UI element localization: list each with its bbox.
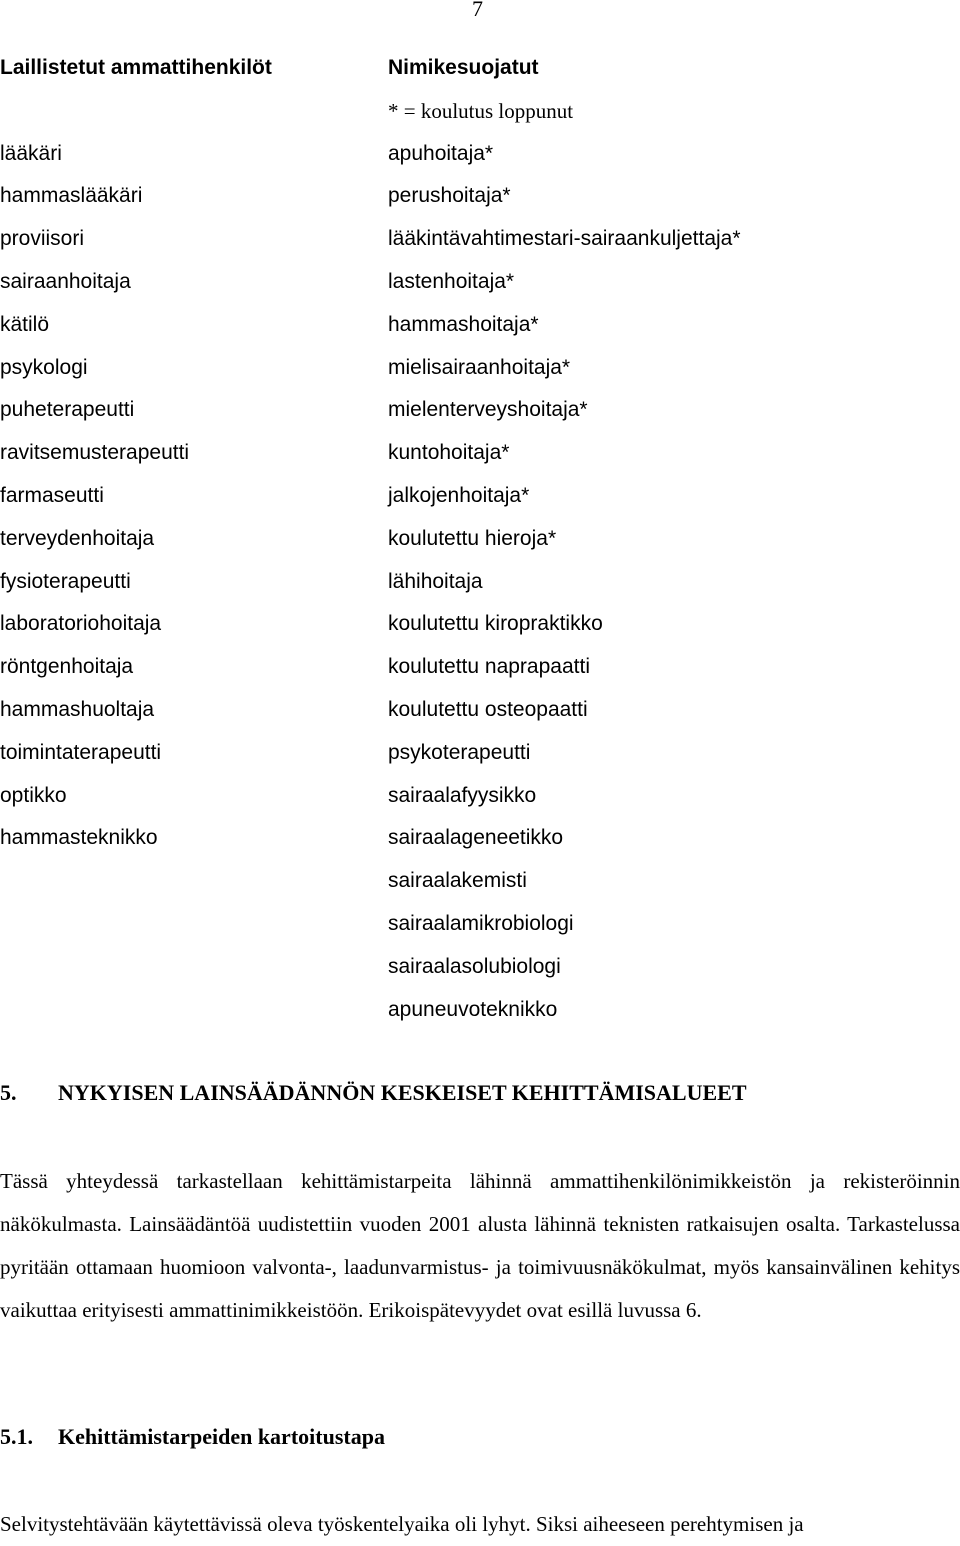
section-5-number: 5. <box>0 1080 17 1105</box>
list-item: hammasteknikko <box>0 826 158 850</box>
section-5-title: NYKYISEN LAINSÄÄDÄNNÖN KESKEISET KEHITTÄMISALUEET <box>58 1080 747 1105</box>
list-item: apuneuvoteknikko <box>388 997 558 1021</box>
licensed-professionals-list <box>0 52 272 865</box>
page-number: 7 <box>472 0 483 21</box>
footnote-legend: * = koulutus loppunut <box>388 98 574 123</box>
list-item: sairaalakemisti <box>388 869 527 893</box>
list-item: hammashuoltaja <box>0 697 155 721</box>
list-item: koulutettu hieroja* <box>388 526 557 550</box>
list-item: apuhoitaja* <box>388 141 494 165</box>
list-item: koulutettu naprapaatti <box>388 655 590 679</box>
list-item: psykoterapeutti <box>388 740 531 764</box>
list-item: lääkintävahtimestari-sairaankuljettaja* <box>388 227 741 251</box>
list-item: lääkäri <box>0 141 62 165</box>
protected-titles-list <box>388 52 741 1036</box>
list-item: laboratoriohoitaja <box>0 612 162 636</box>
list-item: perushoitaja* <box>388 184 511 208</box>
list-item: koulutettu osteopaatti <box>388 697 588 721</box>
section-5-heading <box>0 1080 747 1106</box>
section-5-1-paragraph: Selvitystehtävään käytettävissä oleva työskentelyaika oli lyhyt. Siksi aiheeseen perehtymisen ja <box>0 1512 804 1536</box>
list-item: kätilö <box>0 312 50 336</box>
section-5-paragraph: Tässä yhteydessä tarkastellaan kehittämistarpeita lähinnä ammattihenkilönimikkeistön ja rekisteröinnin näkökulmasta. Lainsäädäntöä uudistettiin vuoden 2001 alusta lähinnä teknisten ratkaisujen osalta. Tarkastelussa pyritään ottamaan huomioon valvonta-, laadunvarmistus- ja toimivuusnäkökulmat, myös kansainvälinen kehitys vaikuttaa erityisesti ammattinimikkeistöön. Erikoispätevyydet ovat esillä luvussa 6. <box>0 1169 960 1322</box>
list-item: koulutettu kiropraktikko <box>388 612 603 636</box>
right-column-heading: Nimikesuojatut <box>388 56 539 79</box>
section-5-1-title: Kehittämistarpeiden kartoitustapa <box>58 1424 385 1449</box>
list-item: kuntohoitaja* <box>388 441 510 465</box>
list-item: ravitsemusterapeutti <box>0 441 190 465</box>
list-item: mielenterveyshoitaja* <box>388 398 588 422</box>
list-item: mielisairaanhoitaja* <box>388 355 571 379</box>
list-item: jalkojenhoitaja* <box>388 483 530 507</box>
list-item: sairaalafyysikko <box>388 783 537 807</box>
list-item: sairaanhoitaja <box>0 269 131 293</box>
list-item: psykologi <box>0 355 88 379</box>
list-item: hammashoitaja* <box>388 312 539 336</box>
list-item: lastenhoitaja* <box>388 269 515 293</box>
list-item: proviisori <box>0 227 85 251</box>
section-5-1-heading <box>0 1424 385 1450</box>
list-item: sairaalamikrobiologi <box>388 911 574 935</box>
list-item: terveydenhoitaja <box>0 526 155 550</box>
list-item: lähihoitaja <box>388 569 483 593</box>
list-item: fysioterapeutti <box>0 569 131 593</box>
list-item: toimintaterapeutti <box>0 740 162 764</box>
list-item: röntgenhoitaja <box>0 655 134 679</box>
list-item: hammaslääkäri <box>0 184 143 208</box>
list-item: sairaalageneetikko <box>388 826 564 850</box>
left-column-heading: Laillistetut ammattihenkilöt <box>0 56 272 79</box>
list-item: farmaseutti <box>0 483 104 507</box>
section-5-1-number: 5.1. <box>0 1424 33 1449</box>
list-item: optikko <box>0 783 67 807</box>
list-item: puheterapeutti <box>0 398 135 422</box>
list-item: sairaalasolubiologi <box>388 954 561 978</box>
